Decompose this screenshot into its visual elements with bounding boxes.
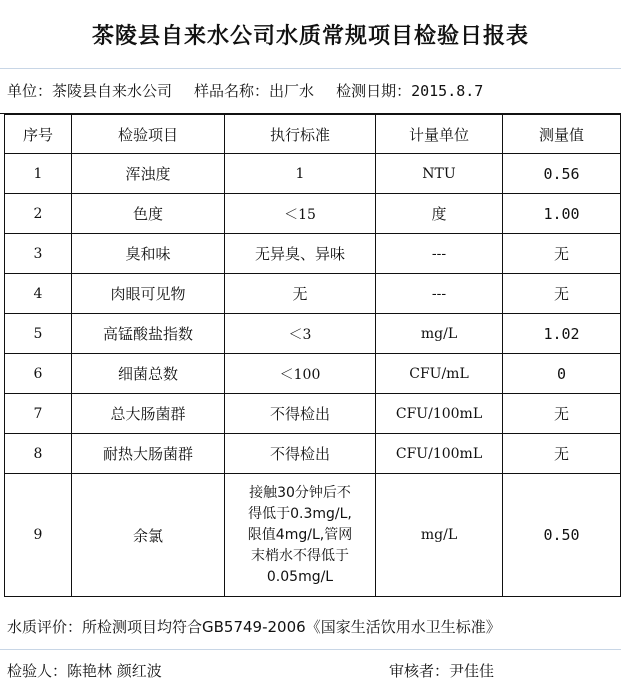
cell-no: 8 <box>5 434 72 474</box>
cell-no: 5 <box>5 314 72 354</box>
cell-unit: 度 <box>376 194 503 234</box>
cell-value: 无 <box>503 434 621 474</box>
standard-line: 末梢水不得低于 <box>251 547 349 564</box>
cell-no: 6 <box>5 354 72 394</box>
header-item: 检验项目 <box>72 115 225 154</box>
cell-item: 肉眼可见物 <box>72 274 225 314</box>
cell-value: 0 <box>503 354 621 394</box>
standard-line: 得低于0.3mg/L, <box>248 505 352 522</box>
reviewer <box>389 660 494 681</box>
cell-unit: CFU/mL <box>376 354 503 394</box>
report-title: 茶陵县自来水公司水质常规项目检验日报表 <box>0 0 621 69</box>
cell-standard: 不得检出 <box>225 434 376 474</box>
cell-value: 1.02 <box>503 314 621 354</box>
date-label: 检测日期： <box>336 82 412 100</box>
table-row <box>5 474 621 597</box>
inspector <box>7 660 162 681</box>
date-value: 2015.8.7 <box>411 81 484 100</box>
standard-line: 限值4mg/L,管网 <box>247 526 353 543</box>
cell-no: 3 <box>5 234 72 274</box>
cell-standard: ＜15 <box>225 194 376 234</box>
header-value: 测量值 <box>503 115 621 154</box>
table-row <box>5 194 621 234</box>
table-row <box>5 154 621 194</box>
cell-item: 浑浊度 <box>72 154 225 194</box>
cell-no: 1 <box>5 154 72 194</box>
cell-value: 无 <box>503 394 621 434</box>
evaluation-text: 所检测项目均符合GB5749-2006《国家生活饮用水卫生标准》 <box>82 618 501 636</box>
cell-value: 无 <box>503 274 621 314</box>
cell-unit: mg/L <box>376 314 503 354</box>
table-row <box>5 274 621 314</box>
cell-no: 7 <box>5 394 72 434</box>
header-standard: 执行标准 <box>225 115 376 154</box>
cell-unit: NTU <box>376 154 503 194</box>
evaluation-line <box>0 604 621 650</box>
inspector-value: 陈艳林 颜红波 <box>67 662 162 680</box>
inspector-label: 检验人： <box>7 662 68 680</box>
report-info-line <box>0 68 621 114</box>
table-row <box>5 434 621 474</box>
cell-standard: 不得检出 <box>225 394 376 434</box>
sample-label: 样品名称： <box>194 82 270 100</box>
cell-item: 余氯 <box>72 474 225 597</box>
table-row <box>5 394 621 434</box>
cell-no: 9 <box>5 474 72 597</box>
cell-standard: ＜100 <box>225 354 376 394</box>
table-row <box>5 314 621 354</box>
sample-value: 出厂水 <box>269 82 315 100</box>
reviewer-label: 审核者： <box>389 662 450 680</box>
unit-value: 茶陵县自来水公司 <box>52 82 173 100</box>
cell-standard <box>225 474 376 597</box>
reviewer-value: 尹佳佳 <box>449 662 495 680</box>
cell-value: 无 <box>503 234 621 274</box>
evaluation-label: 水质评价： <box>7 618 83 636</box>
cell-item: 细菌总数 <box>72 354 225 394</box>
table-row <box>5 354 621 394</box>
cell-no: 2 <box>5 194 72 234</box>
cell-unit: CFU/100mL <box>376 434 503 474</box>
table-header-row <box>5 115 621 154</box>
cell-item: 色度 <box>72 194 225 234</box>
unit-label: 单位： <box>7 82 53 100</box>
cell-standard: 1 <box>225 154 376 194</box>
cell-no: 4 <box>5 274 72 314</box>
cell-unit: mg/L <box>376 474 503 597</box>
header-no: 序号 <box>5 115 72 154</box>
cell-item: 高锰酸盐指数 <box>72 314 225 354</box>
header-unit: 计量单位 <box>376 115 503 154</box>
signature-line <box>0 650 621 688</box>
standard-line: 0.05mg/L <box>266 568 334 585</box>
cell-item: 耐热大肠菌群 <box>72 434 225 474</box>
cell-value: 0.50 <box>503 474 621 597</box>
cell-standard: 无 <box>225 274 376 314</box>
cell-item: 臭和味 <box>72 234 225 274</box>
table-row <box>5 234 621 274</box>
cell-value: 0.56 <box>503 154 621 194</box>
cell-value: 1.00 <box>503 194 621 234</box>
results-table <box>4 114 621 597</box>
cell-unit: --- <box>376 274 503 314</box>
cell-unit: CFU/100mL <box>376 394 503 434</box>
cell-item: 总大肠菌群 <box>72 394 225 434</box>
cell-standard: ＜3 <box>225 314 376 354</box>
standard-line: 接触30分钟后不 <box>249 484 351 501</box>
cell-unit: --- <box>376 234 503 274</box>
cell-standard: 无异臭、异味 <box>225 234 376 274</box>
